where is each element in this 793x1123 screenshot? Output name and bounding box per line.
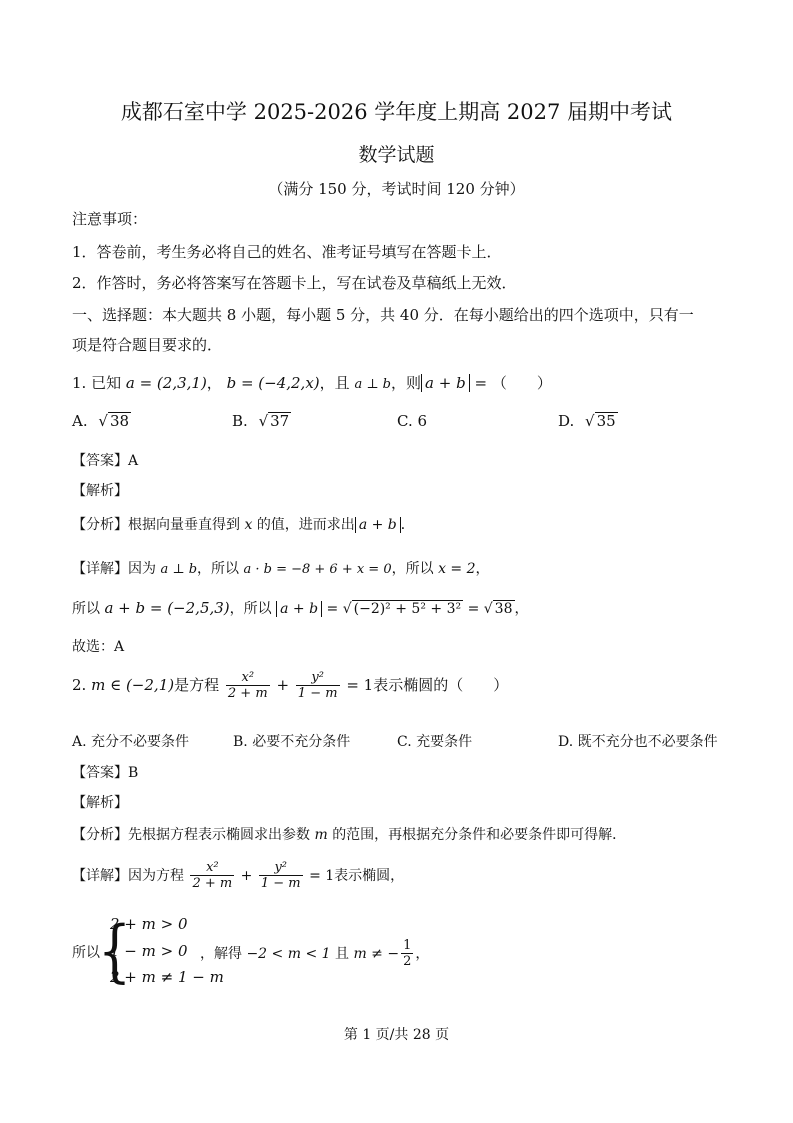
exam-info: （满分 150 分，考试时间 120 分钟） — [268, 180, 525, 198]
q1-option-a-value: 38 — [109, 412, 130, 430]
q1-option-d-label: D. — [558, 412, 575, 430]
notice-item-2: 2．作答时，务必将答案写在答题卡上，写在试卷及草稿纸上无效． — [72, 274, 517, 292]
q2-fraction-x-num: x² — [241, 670, 255, 685]
notice-item-1: 1．答卷前，考生务必将自己的姓名、准考证号填写在答题卡上． — [72, 243, 502, 261]
q2-system-line-1: 2 + m > 0 — [110, 915, 188, 933]
q2-system-solution — [200, 938, 429, 970]
q2-fenxi-text: 先根据方程表示椭圆求出参数 — [128, 827, 310, 843]
q2-option-d: D. 既不充分也不必要条件 — [558, 734, 718, 750]
q1-fenxi-text: 根据向量垂直得到 — [128, 517, 240, 533]
q2-text-1: 是方程 — [174, 676, 220, 694]
q1-detail-tag: 【详解】 — [72, 561, 128, 577]
q1-line2-root: (−2)² + 5² + 3² — [353, 601, 462, 617]
q2-fraction-y-num: y² — [311, 670, 324, 685]
q1-option-b: B. √ 37 — [232, 412, 290, 430]
q2-fenxi — [72, 824, 626, 844]
q1-line2-end: ， — [514, 601, 529, 617]
q1-vector-b: b = (−4,2,x) — [226, 374, 320, 392]
q1-detail-line-2: 所以 a + b = (−2,5,3)，所以 a + b = √ (−2)² + 5² + 3² = √ 38 ， — [72, 599, 529, 617]
q1-paren: （ ） — [491, 374, 552, 392]
q2-system-prefix: 所以 — [72, 945, 100, 961]
q2-option-b: B. 必要不充分条件 — [233, 734, 351, 750]
q1-then: ，则 — [391, 374, 422, 392]
q2-answer — [72, 762, 138, 782]
q1-analysis-tag: 【解析】 — [72, 483, 128, 499]
q2-number: 2. — [72, 676, 87, 694]
q2-fenxi-tag: 【分析】 — [72, 827, 128, 843]
q1-answer — [72, 450, 138, 470]
q2-detail-line-1 — [72, 860, 404, 892]
q2-answer-value: B — [128, 765, 139, 781]
q2-solve-end: ， — [415, 946, 430, 962]
q2-detail-fraction-y — [259, 860, 303, 892]
q2-detail-plus: + — [240, 868, 253, 884]
q1-detail-x: x = 2 — [438, 561, 476, 577]
q2-solve-fraction — [401, 938, 413, 970]
q1-fenxi-text2: 的值，进而求出 — [256, 517, 355, 533]
q2-detail-fraction-x-den: 2 + m — [192, 876, 233, 891]
q2-detail-text-2: 表示椭圆， — [334, 868, 405, 884]
q2-detail-fraction-x — [190, 860, 234, 892]
q1-line2-sum: a + b = (−2,5,3) — [104, 599, 230, 617]
q1-detail-dot: a · b = −8 + 6 + x = 0 — [243, 562, 392, 577]
q1-fenxi-expr: a + b — [355, 517, 401, 533]
q1-option-d-value: 35 — [596, 412, 616, 430]
exam-title: 成都石室中学 2025-2026 学年度上期高 2027 届期中考试 — [120, 100, 673, 124]
q1-line2-eq-2: = — [467, 601, 480, 617]
q1-vector-a: a = (2,3,1) — [125, 374, 207, 392]
q1-line2-result: 38 — [494, 601, 513, 617]
q2-fraction-y-den: 1 − m — [297, 686, 338, 701]
q1-detail-because: 因为 — [128, 561, 156, 577]
q1-option-b-label: B. — [232, 412, 248, 430]
q1-detail-perp: a ⊥ b — [160, 562, 198, 577]
q1-option-c: C. 6 — [397, 412, 428, 430]
q1-number: 1. 已知 — [72, 374, 122, 392]
q2-option-c: C. 充要条件 — [397, 734, 473, 750]
q2-analysis-tag: 【解析】 — [72, 795, 128, 811]
q2-solve-fraction-den: 2 — [403, 954, 412, 969]
page-number: 第 1 页/共 28 页 — [343, 1027, 450, 1043]
q2-solve-and: 且 — [335, 946, 349, 962]
q2-plus: + — [276, 676, 290, 694]
q1-line2-eq: = — [326, 601, 339, 617]
q1-stem: 1. 已知 a = (2,3,1)， b = (−4,2,x)，且 a ⊥ b，则 a + b = （ ） — [72, 374, 552, 392]
q2-detail-because: 因为方程 — [128, 868, 184, 884]
q1-option-b-value: 37 — [270, 412, 290, 430]
q2-system-line-3: 2 + m ≠ 1 − m — [110, 968, 224, 986]
q1-fenxi-end: ． — [400, 517, 415, 533]
q1-abs-expr: a + b — [421, 374, 470, 392]
q1-option-d: D. √ 35 — [558, 412, 616, 430]
q2-detail-fraction-y-num: y² — [274, 860, 288, 875]
q2-detail-fraction-y-den: 1 − m — [260, 876, 301, 891]
section-1-instructions-line-2: 项是符合题目要求的． — [72, 336, 223, 354]
q2-detail-fraction-x-num: x² — [206, 860, 219, 875]
q1-and: ，且 — [319, 374, 350, 392]
q1-detail-so: ，所以 — [197, 561, 240, 577]
q1-answer-tag: 【答案】 — [72, 453, 128, 469]
q2-solve-fraction-num: 1 — [403, 938, 412, 953]
q1-perp: a ⊥ b — [354, 377, 391, 392]
q2-solve-range: −2 < m < 1 — [246, 946, 331, 962]
q1-line2-abs: a + b — [276, 601, 322, 617]
q1-fenxi — [72, 514, 415, 534]
q2-stem — [72, 670, 508, 702]
section-1-instructions-line-1: 一、选择题：本大题共 8 小题，每小题 5 分，共 40 分．在每小题给出的四个选项中，只有一 — [72, 306, 694, 324]
q2-text-2: 表示椭圆的（ ） — [373, 676, 509, 694]
q2-system-brace: { — [98, 912, 132, 991]
q1-answer-value: A — [128, 453, 139, 469]
notice-heading: 注意事项： — [72, 210, 148, 228]
q2-fenxi-text2: 的范围，再根据充分条件和必要条件即可得解． — [332, 827, 627, 843]
q1-fenxi-x: x — [244, 517, 253, 533]
exam-subject: 数学试题 — [358, 144, 435, 166]
q2-option-a: A. 充分不必要条件 — [72, 734, 190, 750]
q2-fraction-x — [226, 670, 270, 702]
q1-option-a-label: A. — [72, 412, 88, 430]
q2-system-line-2: 1 − m > 0 — [110, 942, 188, 960]
q2-fraction-y — [296, 670, 340, 702]
q2-fraction-x-den: 2 + m — [227, 686, 268, 701]
q1-line2-so: 所以 — [72, 601, 100, 617]
q2-solve-text: ，解得 — [200, 946, 242, 962]
q1-detail-line-1 — [72, 558, 490, 578]
q2-answer-tag: 【答案】 — [72, 765, 128, 781]
q2-detail-tag: 【详解】 — [72, 868, 128, 884]
q2-condition: m ∈ (−2,1) — [91, 676, 175, 694]
q2-detail-eq: = 1 — [309, 868, 335, 884]
q2-eq: = 1 — [346, 676, 374, 694]
q1-option-a: A. √ 38 — [72, 412, 130, 430]
q1-line2-so-2: ，所以 — [229, 601, 272, 617]
q1-detail-so-2: ，所以 — [391, 561, 434, 577]
q1-fenxi-tag: 【分析】 — [72, 517, 128, 533]
q2-fenxi-m: m — [314, 827, 328, 843]
q1-detail-comma: ， — [475, 561, 490, 577]
q1-eq: = — [474, 374, 488, 392]
q2-solve-m: m ≠ − — [353, 946, 400, 962]
q1-choice: 故选：A — [72, 639, 125, 655]
